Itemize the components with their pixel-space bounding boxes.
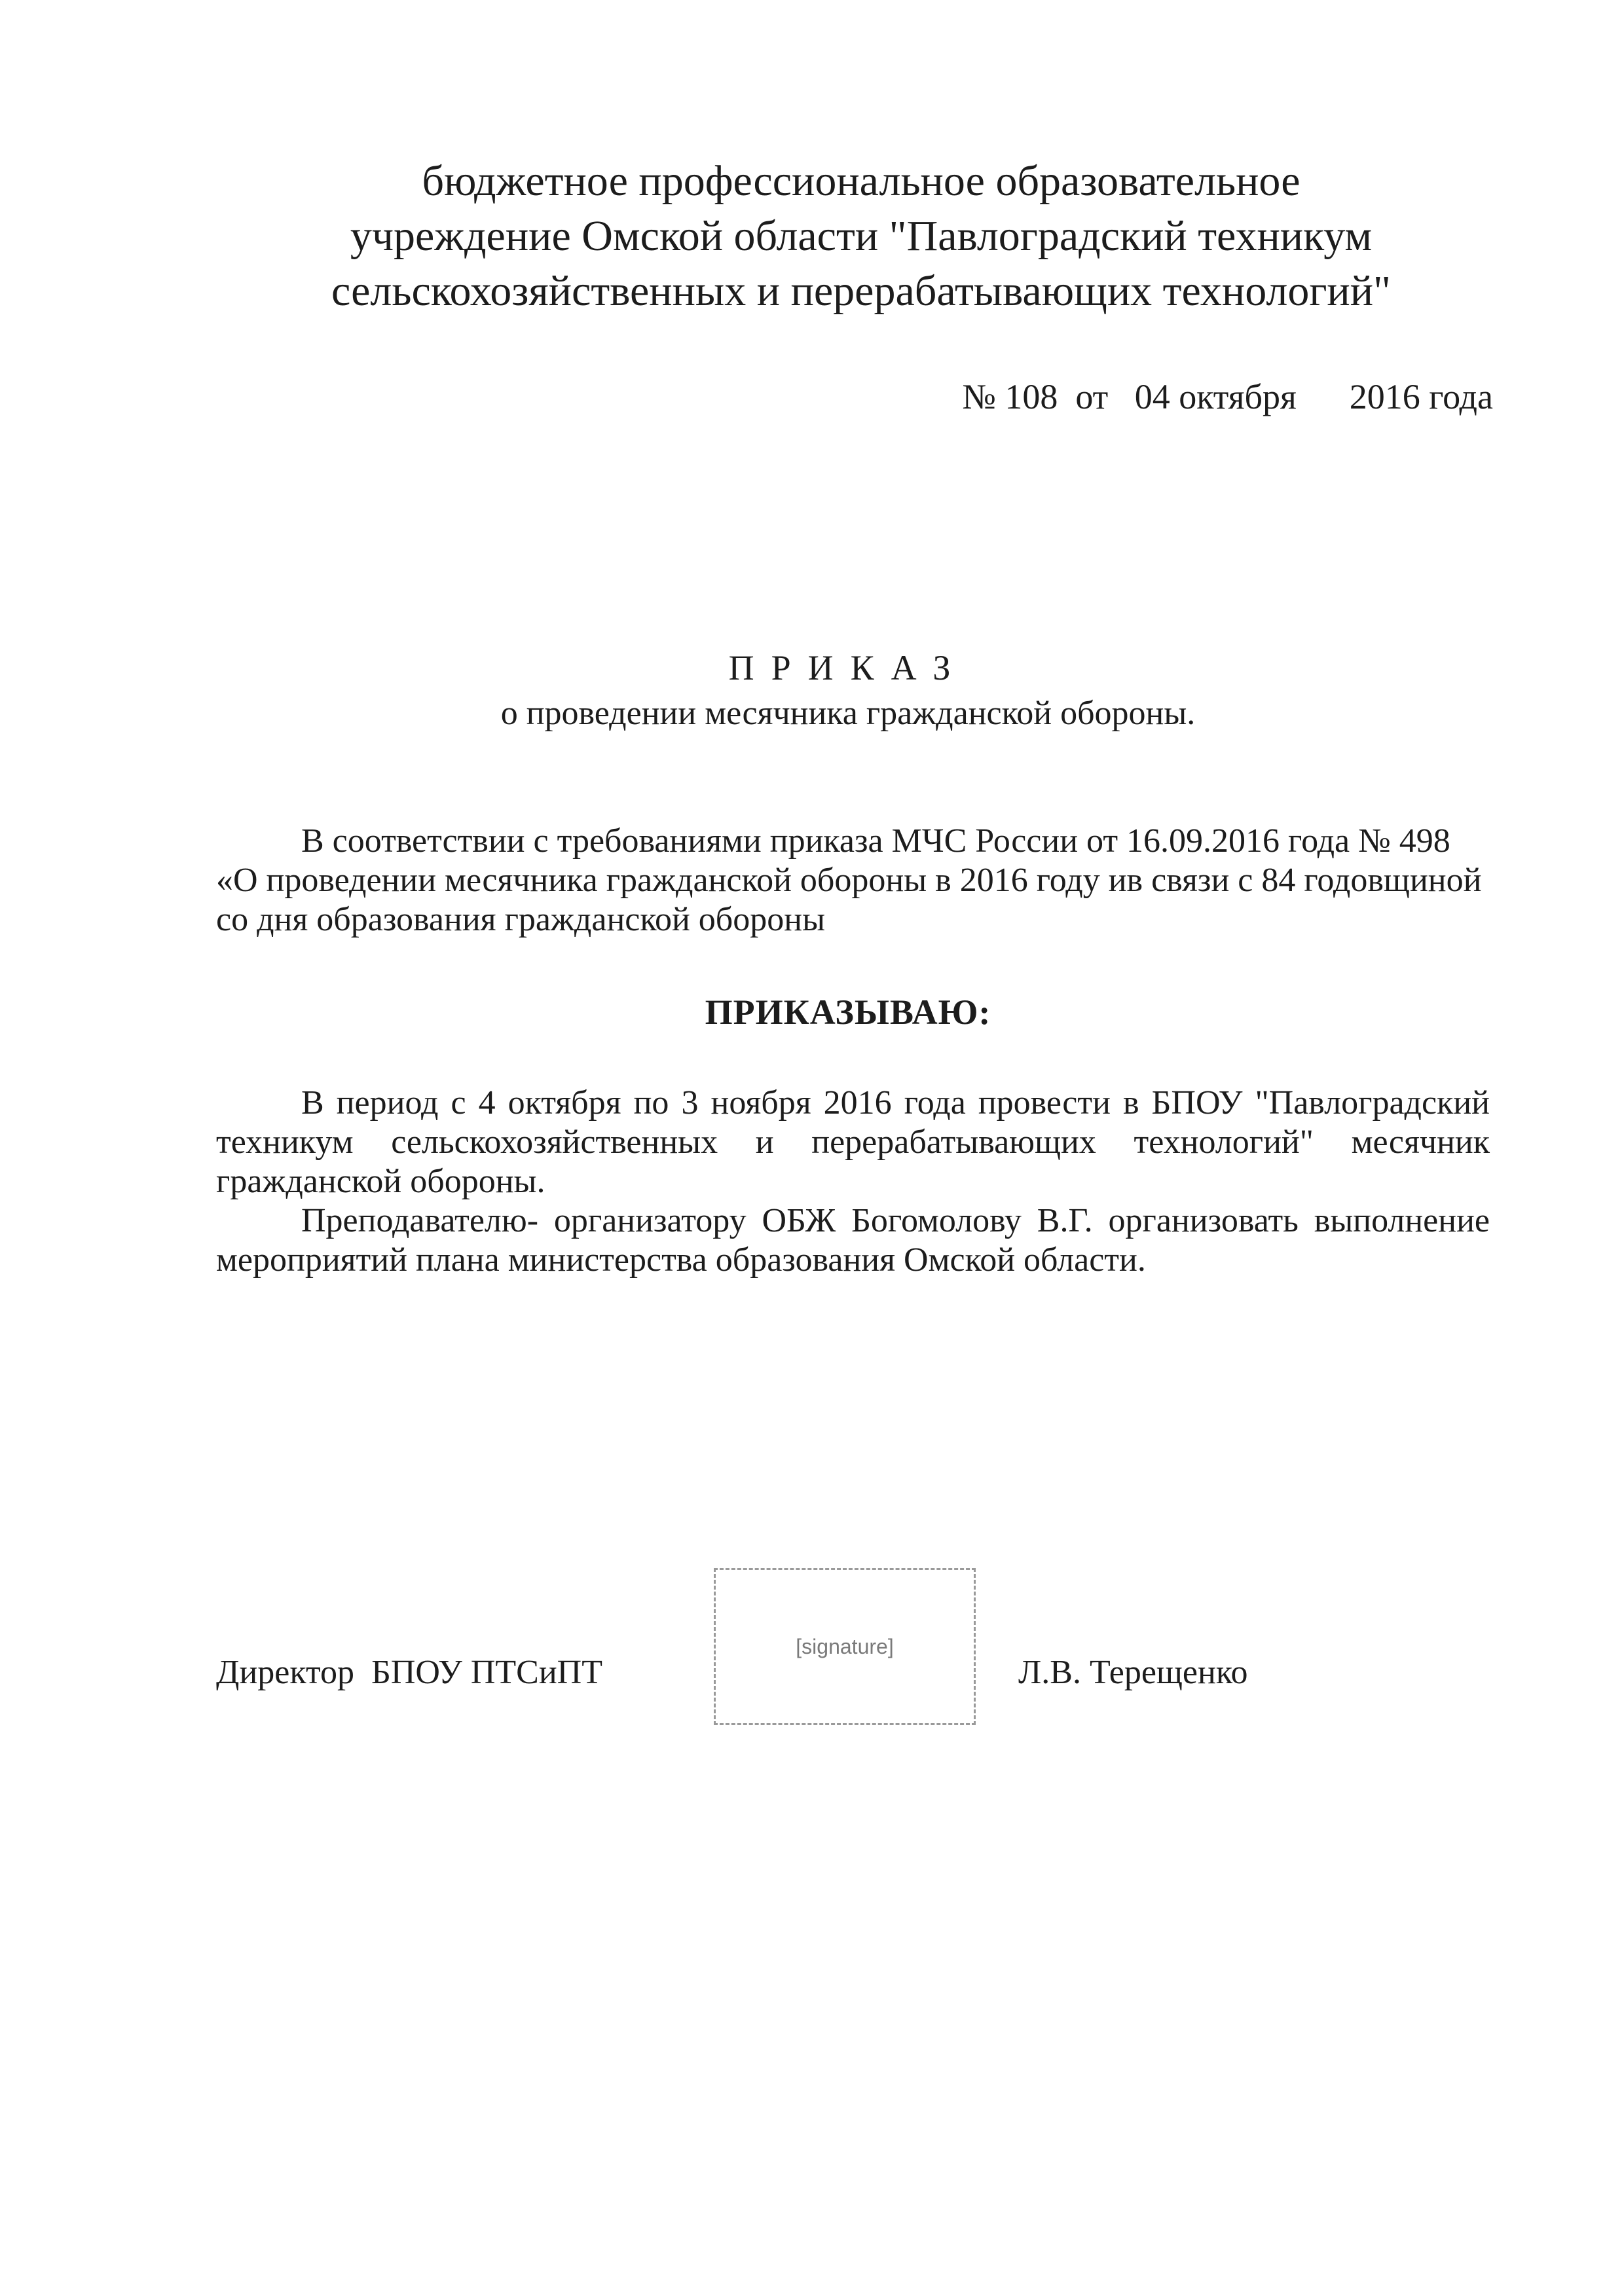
institution-name-line-1: бюджетное профессиональное образовательное xyxy=(422,157,1301,205)
document-subject: о проведении месячника гражданской обороны. xyxy=(500,695,1196,732)
institution-name-line-3: сельскохозяйственных и перерабатывающих технологий" xyxy=(331,267,1391,315)
order-title-block xyxy=(196,645,1500,737)
preamble xyxy=(216,822,1490,939)
order-number-date: № 108 от 04 октября 2016 года xyxy=(962,377,1493,416)
preamble-text: В соответствии с требованиями приказа МЧС России от 16.09.2016 года № 498 «О проведении месячника гражданской обороны в 2016 году ив связи с 84 годовщиной со дня образования гражданской обороны xyxy=(216,822,1482,938)
decree-item-1: В период с 4 октября по 3 ноября 2016 года провести в БПОУ "Павлоградский техникум сельскохозяйственных и перерабатывающих технологий" месячник гражданской обороны. xyxy=(216,1084,1490,1200)
signatory-position: Директор БПОУ ПТСиПТ xyxy=(216,1654,603,1691)
signature-block xyxy=(216,1634,1493,1705)
institution-name-line-2: учреждение Омской области "Павлоградский техникум xyxy=(350,212,1373,260)
institution-header xyxy=(216,154,1506,319)
decree-item-2: Преподавателю- организатору ОБЖ Богомолову В.Г. организовать выполнение мероприятий плана министерства образования Омской области. xyxy=(216,1202,1490,1279)
signatory-name: Л.В. Терещенко xyxy=(1018,1654,1248,1691)
command-heading: ПРИКАЗЫВАЮ: xyxy=(705,993,991,1032)
signature-placeholder: [signature] xyxy=(714,1568,976,1725)
document-title: ПРИКАЗ xyxy=(728,648,968,687)
decree-body xyxy=(216,1084,1490,1280)
